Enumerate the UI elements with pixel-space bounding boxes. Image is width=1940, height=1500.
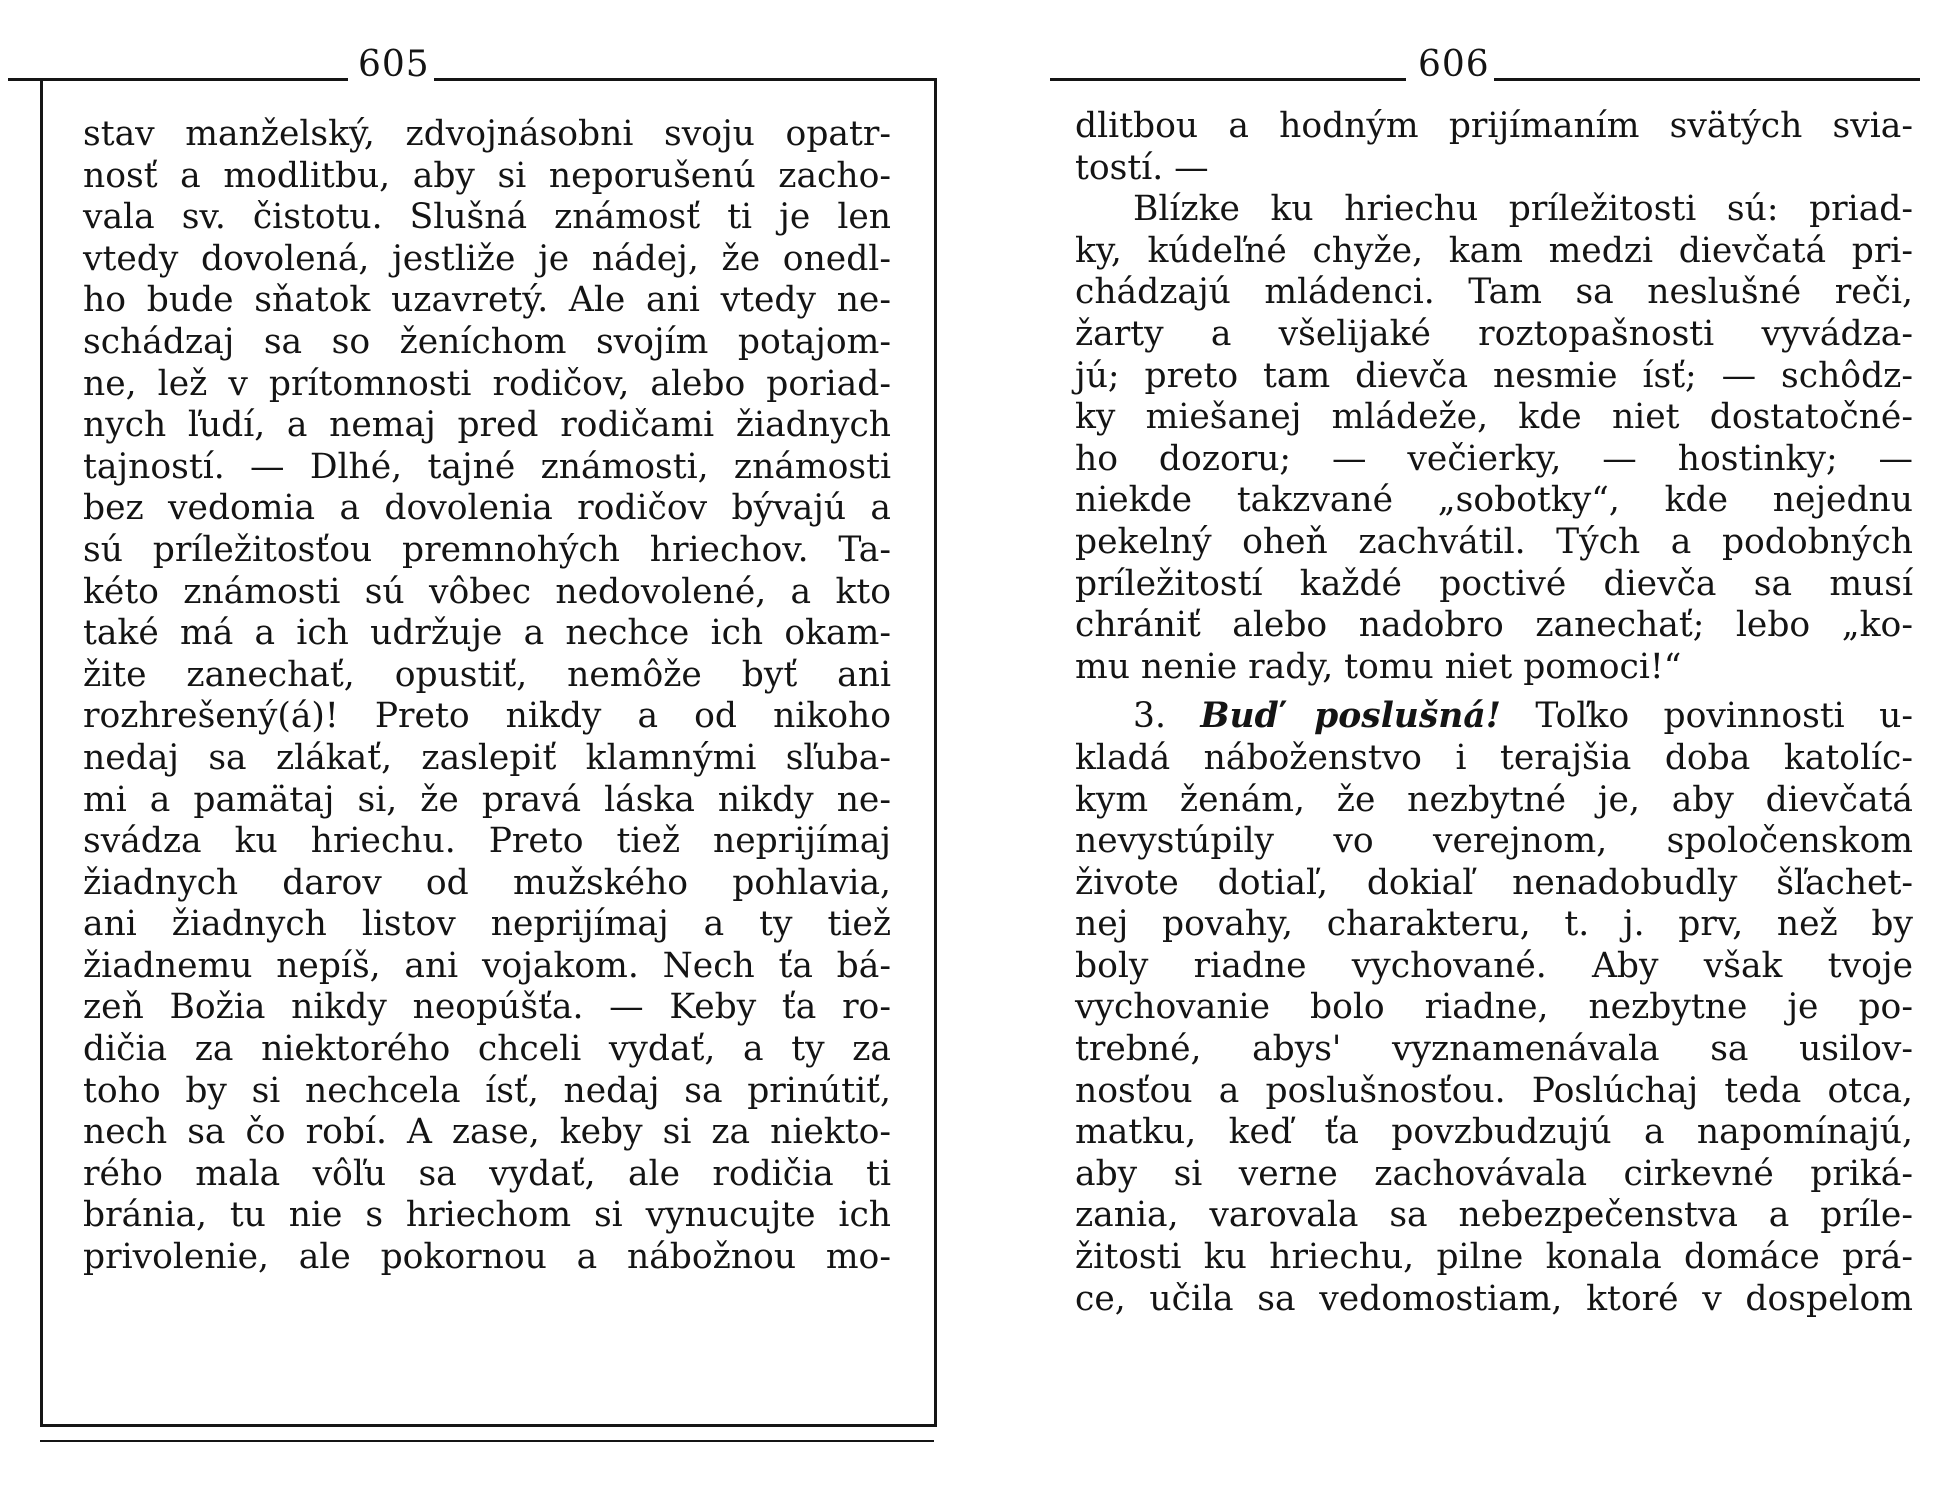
text-line: ho bude sňatok uzavretý. Ale ani vtedy ne- bbox=[83, 280, 891, 321]
header-rule-right bbox=[1494, 78, 1920, 81]
text-line: zania, varovala sa nebezpečenstva a príle- bbox=[1075, 1195, 1913, 1236]
text-fragment: Toľko povinnosti u- bbox=[1535, 696, 1913, 737]
section-heading: Buď poslušná! bbox=[1200, 696, 1501, 737]
text-line: ky miešanej mládeže, kde niet dostatočné- bbox=[1075, 397, 1913, 438]
header-rule-left bbox=[1050, 78, 1406, 81]
bottom-rule bbox=[40, 1440, 934, 1442]
paragraph-1 bbox=[1075, 106, 1913, 189]
text-line: jú; preto tam dievča nesmie ísť; — schôdz- bbox=[1075, 355, 1913, 396]
text-line: nej povahy, charakteru, t. j. prv, než by bbox=[1075, 904, 1913, 945]
page-number-606: 606 bbox=[1418, 44, 1490, 85]
text-line: svádza ku hriechu. Preto tiež neprijímaj bbox=[83, 821, 891, 862]
text-line: tajností. — Dlhé, tajné známosti, známosti bbox=[83, 446, 891, 487]
text-line: pekelný oheň zachvátil. Tých a podobných bbox=[1075, 521, 1913, 562]
text-line: kéto známosti sú vôbec nedovolené, a kto bbox=[83, 571, 891, 612]
text-line: žarty a všelijaké roztopašnosti vyvádza- bbox=[1075, 313, 1913, 354]
text-line: nych ľudí, a nemaj pred rodičami žiadnych bbox=[83, 405, 891, 446]
text-line: chádzajú mládenci. Tam sa neslušné reči, bbox=[1075, 272, 1913, 313]
text-line: nech sa čo robí. A zase, keby si za niekto- bbox=[83, 1112, 891, 1153]
text-line: nosťou a poslušnosťou. Poslúchaj teda otca, bbox=[1075, 1070, 1913, 1111]
text-line: ho dozoru; — večierky, — hostinky; — bbox=[1075, 438, 1913, 479]
right-page-header bbox=[1040, 40, 1940, 90]
text-line: mi a pamätaj si, že pravá láska nikdy ne- bbox=[83, 779, 891, 820]
text-line: žiadnemu nepíš, ani vojakom. Nech ťa bá- bbox=[83, 945, 891, 986]
page-number-605: 605 bbox=[358, 44, 430, 85]
text-line: zeň Božia nikdy neopúšťa. — Keby ťa ro- bbox=[83, 987, 891, 1028]
text-line: schádzaj sa so ženíchom svojím potajom- bbox=[83, 321, 891, 362]
paragraph-3 bbox=[1075, 696, 1913, 1320]
text-line: rozhrešený(á)! Preto nikdy a od nikoho bbox=[83, 696, 891, 737]
text-line: matku, keď ťa povzbudzujú a napomínajú, bbox=[1075, 1112, 1913, 1153]
text-line: vychovanie bolo riadne, nezbytne je po- bbox=[1075, 987, 1913, 1028]
left-page bbox=[0, 0, 960, 1500]
text-line: trebné, abys' vyznamenávala sa usilov- bbox=[1075, 1029, 1913, 1070]
text-line: vtedy dovolená, jestliže je nádej, že onedl- bbox=[83, 238, 891, 279]
text-line: také má a ich udržuje a nechce ich okam- bbox=[83, 613, 891, 654]
text-line: bez vedomia a dovolenia rodičov bývajú a bbox=[83, 488, 891, 529]
text-line: ce, učila sa vedomostiam, ktoré v dospelom bbox=[1075, 1278, 1913, 1319]
text-line: nevystúpily vo verejnom, spoločenskom bbox=[1075, 821, 1913, 862]
text-line: aby si verne zachovávala cirkevné priká- bbox=[1075, 1153, 1913, 1194]
text-line: chrániť alebo nadobro zanechať; lebo „ko- bbox=[1075, 605, 1913, 646]
text-line: ky, kúdeľné chyže, kam medzi dievčatá pri- bbox=[1075, 230, 1913, 271]
text-line: bránia, tu nie s hriechom si vynucujte ich bbox=[83, 1195, 891, 1236]
text-line: stav manželský, zdvojnásobni svoju opatr- bbox=[83, 114, 891, 154]
text-line: živote dotiaľ, dokiaľ nenadobudly šľachet- bbox=[1075, 862, 1913, 903]
text-line: žitosti ku hriechu, pilne konala domáce prá- bbox=[1075, 1237, 1913, 1278]
text-line bbox=[1075, 696, 1913, 738]
text-line: Blízke ku hriechu príležitosti sú: priad- bbox=[1133, 189, 1913, 230]
text-line: sú príležitosťou premnohých hriechov. Ta- bbox=[83, 529, 891, 570]
text-line: nedaj sa zlákať, zaslepiť klamnými sľuba- bbox=[83, 737, 891, 778]
text-line: žite zanechať, opustiť, nemôže byť ani bbox=[83, 654, 891, 695]
text-line: ne, lež v prítomnosti rodičov, alebo poriad- bbox=[83, 363, 891, 404]
text-line: dičia za niektorého chceli vydať, a ty za bbox=[83, 1029, 891, 1070]
text-line: tostí. — bbox=[1075, 147, 1209, 188]
right-page-text bbox=[1075, 106, 1913, 1320]
text-line: žiadnych darov od mužského pohlavia, bbox=[83, 862, 891, 903]
right-page bbox=[1040, 0, 1940, 1500]
section-number: 3. bbox=[1133, 696, 1166, 737]
text-line: vala sv. čistotu. Slušná známosť ti je len bbox=[83, 197, 891, 238]
text-line: kladá náboženstvo i terajšia doba katolíc- bbox=[1075, 737, 1913, 778]
text-line: príležitostí každé poctivé dievča sa musí bbox=[1075, 563, 1913, 604]
left-page-text bbox=[83, 114, 891, 1279]
text-line: kym ženám, že nezbytné je, aby dievčatá bbox=[1075, 779, 1913, 820]
paragraph-2 bbox=[1075, 189, 1913, 688]
text-line: privolenie, ale pokornou a nábožnou mo- bbox=[83, 1237, 891, 1278]
text-line: toho by si nechcela ísť, nedaj sa prinútiť, bbox=[83, 1070, 891, 1111]
text-line: mu nenie rady, tomu niet pomoci!“ bbox=[1075, 646, 1682, 687]
text-line: nosť a modlitbu, aby si neporušenú zacho- bbox=[83, 155, 891, 196]
text-line: boly riadne vychované. Aby však tvoje bbox=[1075, 945, 1913, 986]
text-line: rého mala vôľu sa vydať, ale rodičia ti bbox=[83, 1153, 891, 1194]
text-line: ani žiadnych listov neprijímaj a ty tiež bbox=[83, 904, 891, 945]
text-line: dlitbou a hodným prijímaním svätých svia- bbox=[1075, 106, 1913, 146]
text-line: niekde takzvané „sobotky“, kde nejednu bbox=[1075, 480, 1913, 521]
